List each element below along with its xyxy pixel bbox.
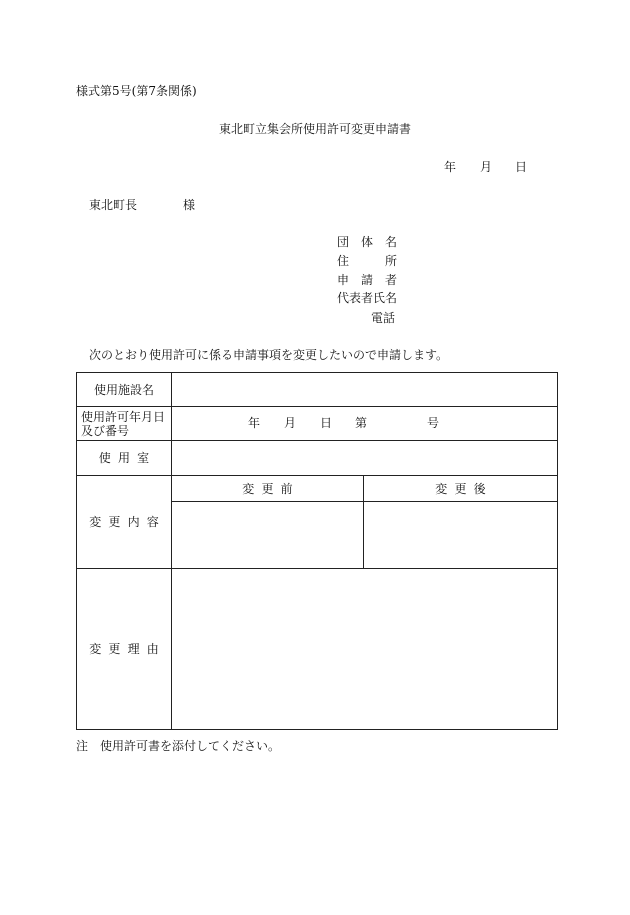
label-representative: 代表者氏名 bbox=[337, 291, 398, 305]
after-change-field[interactable] bbox=[364, 502, 557, 568]
room-label: 使用室 bbox=[98, 451, 157, 465]
addressee-honorific: 様 bbox=[183, 198, 196, 212]
facility-name-field[interactable] bbox=[172, 373, 557, 406]
before-change-field[interactable] bbox=[172, 502, 363, 568]
label-phone: 電話 bbox=[371, 311, 396, 325]
date-month: 月 bbox=[480, 160, 493, 174]
permit-year: 年 bbox=[248, 416, 261, 430]
label-applicant: 申請者 bbox=[337, 273, 397, 287]
date-day: 日 bbox=[515, 160, 528, 174]
page-title: 東北町立集会所使用許可変更申請書 bbox=[218, 122, 411, 136]
permit-number-suffix: 号 bbox=[427, 416, 440, 430]
permit-label-line1: 使用許可年月日 bbox=[81, 409, 166, 424]
room-field[interactable] bbox=[172, 441, 557, 475]
label-address: 住所 bbox=[337, 254, 397, 268]
addressee-name: 東北町長 bbox=[89, 198, 138, 212]
label-group-name: 団体名 bbox=[337, 235, 397, 249]
after-change-header: 変更後 bbox=[435, 481, 493, 496]
form-number: 様式第5号(第7条関係) bbox=[76, 84, 197, 98]
date-year: 年 bbox=[444, 160, 457, 174]
change-reason-field[interactable] bbox=[172, 569, 557, 729]
permit-number-prefix: 第 bbox=[355, 416, 368, 430]
change-reason-label: 変更理由 bbox=[89, 642, 166, 656]
facility-name-label: 使用施設名 bbox=[93, 382, 154, 397]
permit-day: 日 bbox=[320, 416, 333, 430]
change-content-label: 変更内容 bbox=[89, 515, 166, 529]
note: 注 使用許可書を添付してください。 bbox=[76, 739, 281, 753]
permit-label-line2: 及び番号 bbox=[81, 423, 130, 438]
before-change-header: 変更前 bbox=[242, 481, 300, 496]
intro-text: 次のとおり使用許可に係る申請事項を変更したいので申請します。 bbox=[89, 348, 449, 362]
permit-label bbox=[77, 407, 171, 440]
permit-month: 月 bbox=[284, 416, 297, 430]
